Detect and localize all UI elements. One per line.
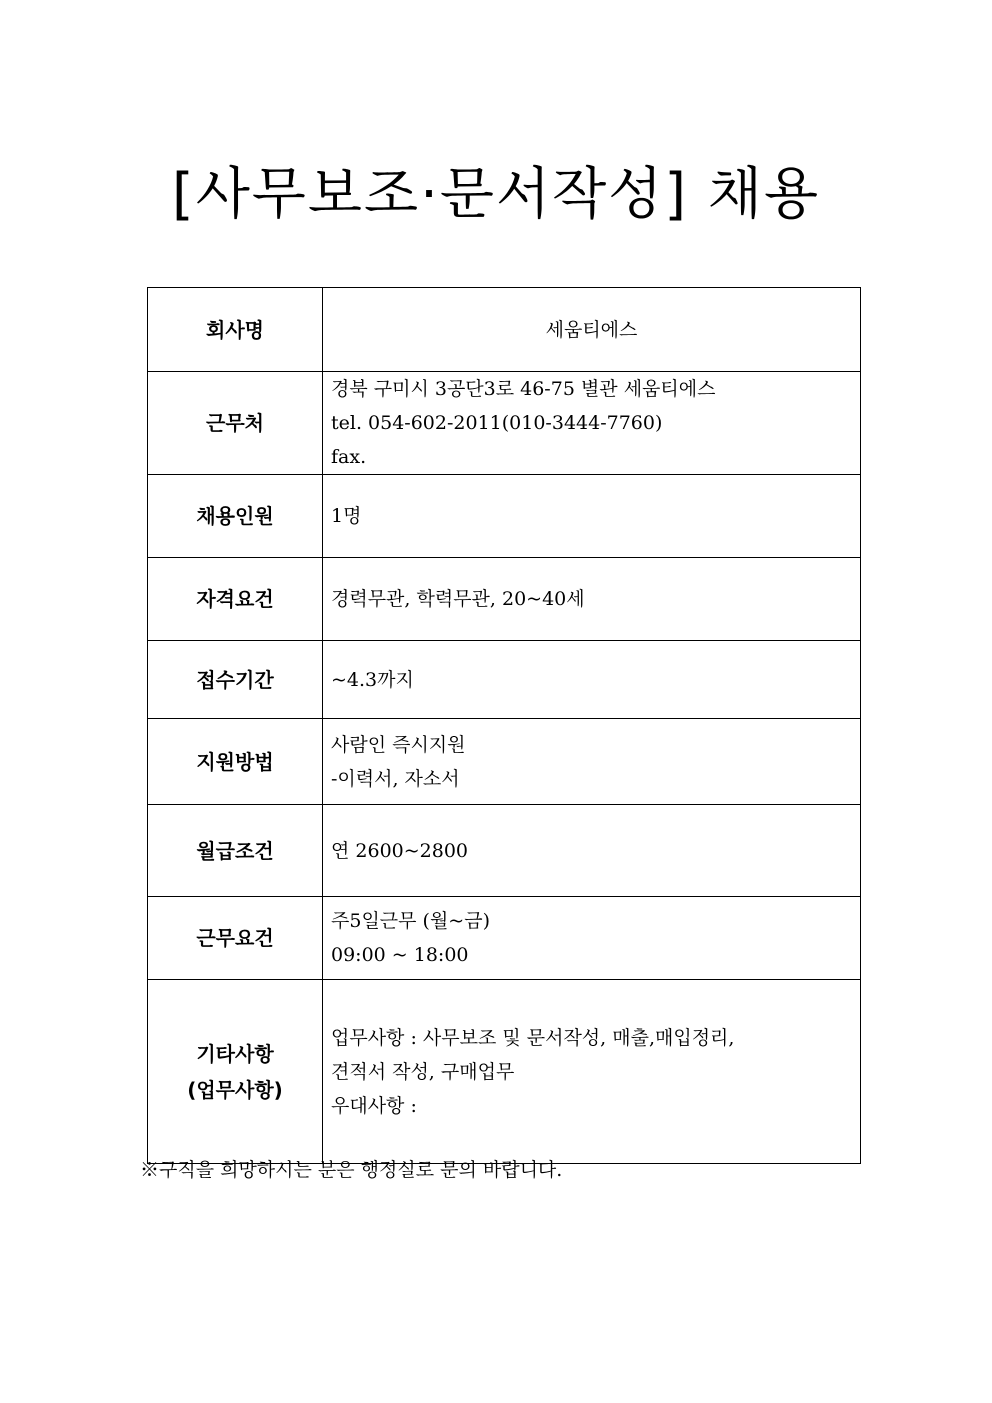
label-headcount: [148, 475, 323, 558]
value-workplace-tel: tel. 054-602-2011(010-3444-7760): [331, 412, 663, 434]
table-row-headcount: [148, 475, 861, 558]
table-row-work-conditions: [148, 897, 861, 980]
label-headcount-text: 채용인원: [196, 504, 274, 528]
value-other-duties-cont: 견적서 작성, 구매업무: [331, 1060, 515, 1083]
value-apply-method: [323, 719, 861, 805]
value-company-text: 세움티에스: [545, 318, 638, 341]
table-row-workplace: [148, 372, 861, 475]
value-qualification: [323, 558, 861, 641]
table-row-period: [148, 641, 861, 719]
value-other: [323, 980, 861, 1164]
value-work-conditions: [323, 897, 861, 980]
footnote: ※구직을 희망하시는 분은 행정실로 문의 바랍니다.: [140, 1159, 563, 1181]
value-apply-method-line2: -이력서, 자소서: [331, 767, 460, 790]
label-workplace: [148, 372, 323, 475]
value-headcount-text: 1명: [331, 505, 362, 527]
value-headcount: [323, 475, 861, 558]
label-qualification-text: 자격요건: [196, 587, 274, 611]
table-row-company: [148, 288, 861, 372]
table-row-salary: [148, 805, 861, 897]
label-apply-method-text: 지원방법: [196, 749, 274, 774]
label-qualification: [148, 558, 323, 641]
label-work-conditions-text: 근무요건: [196, 926, 274, 950]
label-company-text: 회사명: [206, 317, 264, 342]
label-workplace-text: 근무처: [206, 411, 264, 435]
label-other-line2: (업무사항): [187, 1077, 283, 1102]
value-workplace: [323, 372, 861, 475]
value-work-conditions-days: 주5일근무 (월~금): [331, 910, 490, 932]
label-period: [148, 641, 323, 719]
value-company: [323, 288, 861, 372]
value-apply-method-line1: 사람인 즉시지원: [331, 733, 466, 756]
value-other-preferred: 우대사항 :: [331, 1094, 417, 1117]
value-salary: [323, 805, 861, 897]
label-salary-text: 월급조건: [196, 838, 274, 863]
label-other: [148, 980, 323, 1164]
value-period: [323, 641, 861, 719]
job-info-table: [147, 287, 861, 1164]
value-workplace-address: 경북 구미시 3공단3로 46-75 별관 세움티에스: [331, 378, 716, 400]
label-work-conditions: [148, 897, 323, 980]
label-company: [148, 288, 323, 372]
value-other-duties: 업무사항 : 사무보조 및 문서작성, 매출,매입정리,: [331, 1026, 735, 1049]
value-period-text: ~4.3까지: [331, 668, 414, 691]
table-row-other: [148, 980, 861, 1164]
label-apply-method: [148, 719, 323, 805]
table-row-qualification: [148, 558, 861, 641]
table-row-apply-method: [148, 719, 861, 805]
label-other-line1: 기타사항: [196, 1041, 274, 1066]
value-qualification-text: 경력무관, 학력무관, 20~40세: [331, 588, 585, 610]
value-salary-text: 연 2600~2800: [331, 839, 469, 862]
page-title: [사무보조·문서작성] 채용: [171, 162, 821, 227]
label-period-text: 접수기간: [196, 667, 274, 692]
label-salary: [148, 805, 323, 897]
value-workplace-fax: fax.: [331, 446, 367, 468]
value-work-conditions-hours: 09:00 ~ 18:00: [331, 944, 469, 966]
